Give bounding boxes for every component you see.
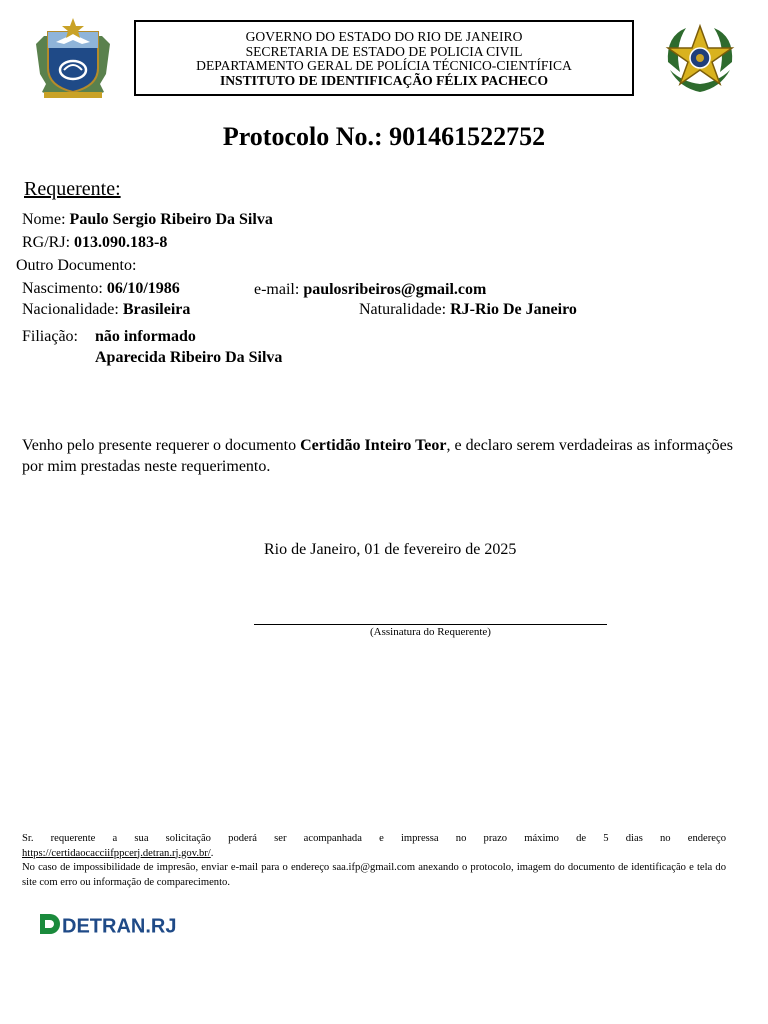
filiacao-label: Filiação: (22, 328, 78, 345)
declaration-text-start: Venho pelo presente requerer o documento (22, 437, 301, 454)
rg-label: RG/RJ: (22, 234, 71, 251)
nacionalidade-row (22, 301, 190, 319)
header-box (134, 20, 634, 96)
nome-value: Paulo Sergio Ribeiro Da Silva (69, 211, 273, 228)
email-label: e-mail: (254, 281, 300, 298)
header-line-government: GOVERNO DO ESTADO DO RIO DE JANEIRO (245, 29, 523, 44)
footer-link-end: . (210, 847, 214, 859)
place-date: Rio de Janeiro, 01 de fevereiro de 2025 (264, 541, 517, 558)
signature-line (254, 624, 607, 625)
requerente-heading: Requerente: (24, 178, 121, 200)
header-line-secretariat: SECRETARIA DE ESTADO DE POLICIA CIVIL (245, 43, 523, 59)
nacionalidade-label: Nacionalidade: (22, 301, 119, 318)
filiacao-parent-1: não informado (95, 328, 196, 345)
email-value: paulosribeiros@gmail.com (303, 281, 487, 298)
header-line-institute: INSTITUTO DE IDENTIFICAÇÃO FÉLIX PACHECO (219, 72, 549, 88)
footer-line-2: No caso de impossibilidade de impresão, enviar e-mail para o endereço saa.ifp@gmail.com anexando o protocolo, imagem do documento de identificação e tela do site com erro ou informação de comparecimento. (22, 862, 726, 888)
rg-value: 013.090.183-8 (74, 234, 168, 251)
filiacao-parent-2: Aparecida Ribeiro Da Silva (95, 349, 283, 366)
footer-line-1 (22, 832, 726, 847)
certidao-link[interactable]: https://certidaocacciifppcerj.detran.rj.gov.br/ (22, 847, 211, 859)
detran-logo-text: DETRAN.RJ (62, 915, 177, 938)
footer-link-line (22, 847, 726, 862)
naturalidade-value: RJ-Rio De Janeiro (450, 301, 577, 318)
detran-logo (38, 912, 176, 942)
naturalidade-row (359, 301, 577, 319)
rg-row (22, 234, 167, 252)
footer-line-1-text: Sr. requerente a sua solicitação poderá ser acompanhada e impressa no prazo máximo de 5 dias no endereço (22, 833, 726, 844)
nome-label: Nome: (22, 211, 66, 228)
declaration-paragraph (22, 435, 748, 477)
protocol-label: Protocolo No.: (222, 122, 383, 151)
naturalidade-label: Naturalidade: (359, 301, 447, 318)
nome-row (22, 211, 273, 229)
nascimento-row (22, 280, 180, 298)
declaration-text-end: , e declaro serem verdadeiras as informações por mim prestadas neste requerimento. (22, 437, 734, 475)
header-line-department: DEPARTAMENTO GERAL DE POLÍCIA TÉCNICO-CIENTÍFICA (196, 58, 572, 73)
nacionalidade-value: Brasileira (122, 301, 191, 318)
rio-de-janeiro-state-coat-of-arms-icon (34, 14, 112, 102)
protocol-number: 901461522752 (389, 122, 546, 151)
email-row (254, 281, 486, 299)
nascimento-value: 06/10/1986 (106, 280, 180, 297)
document-name: Certidão Inteiro Teor (300, 437, 447, 454)
protocol-title (0, 122, 768, 152)
footer-notice (22, 832, 726, 890)
nascimento-label: Nascimento: (22, 280, 103, 297)
outro-documento-label: Outro Documento: (16, 257, 137, 274)
detran-logo-icon (38, 912, 60, 942)
signature-label: (Assinatura do Requerente) (370, 626, 491, 638)
policia-civil-star-badge-icon (660, 22, 740, 96)
